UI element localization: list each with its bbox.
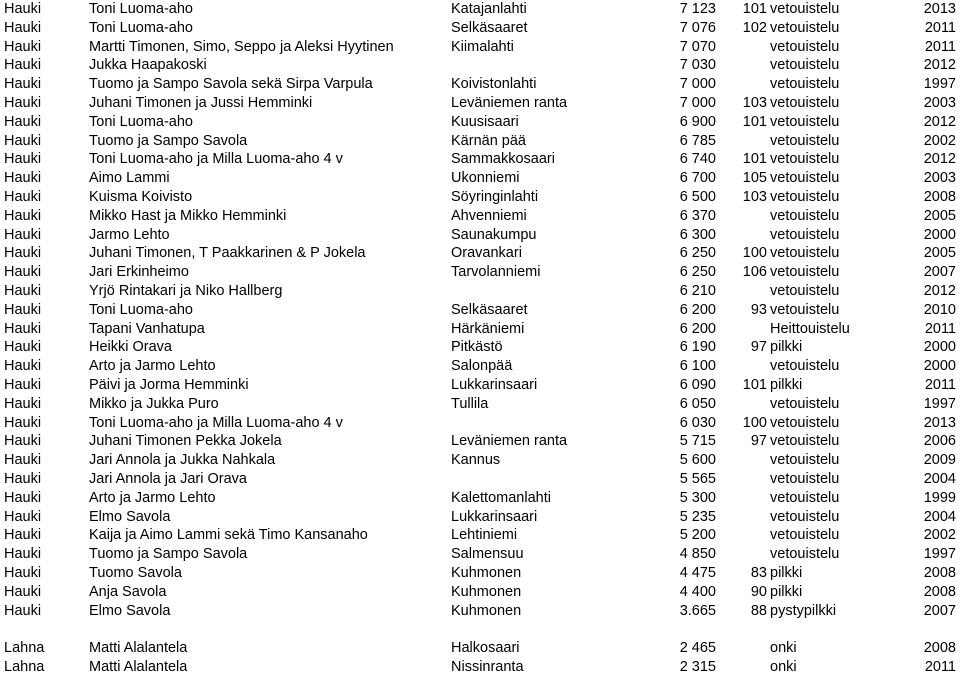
table-row	[0, 56, 960, 75]
table-row	[0, 620, 960, 639]
length-cell: 101	[742, 113, 767, 130]
table-row	[0, 188, 960, 207]
place-cell: Kannus	[451, 452, 501, 469]
method-cell: vetouistelu	[770, 1, 840, 17]
year-cell: 2008	[923, 188, 956, 205]
year-cell: 2011	[924, 38, 956, 55]
species-cell: Hauki	[4, 395, 42, 412]
length-cell: 101	[742, 1, 767, 17]
table-row	[0, 0, 960, 19]
year-cell: 2008	[923, 564, 956, 581]
species-cell: Hauki	[4, 264, 42, 281]
method-cell: pilkki	[770, 339, 803, 356]
table-row	[0, 414, 960, 433]
place-cell: Kuhmonen	[451, 583, 522, 600]
table-row	[0, 545, 960, 564]
species-cell: Hauki	[4, 76, 42, 93]
species-cell: Lahna	[4, 658, 45, 675]
species-cell: Hauki	[4, 339, 42, 356]
angler-cell: Martti Timonen, Simo, Seppo ja Aleksi Hyytinen	[89, 38, 394, 55]
angler-cell: Juhani Timonen Pekka Jokela	[89, 433, 282, 450]
place-cell: Lukkarinsaari	[451, 508, 538, 525]
method-cell: pilkki	[770, 583, 803, 600]
method-cell: vetouistelu	[770, 470, 840, 487]
method-cell: pilkki	[770, 564, 803, 581]
species-cell: Hauki	[4, 433, 42, 450]
place-cell: Leväniemen ranta	[451, 94, 568, 111]
table-row	[0, 244, 960, 263]
length-cell: 97	[750, 339, 767, 356]
angler-cell: Toni Luoma-aho	[89, 113, 193, 130]
place-cell: Selkäsaaret	[451, 19, 528, 36]
method-cell: vetouistelu	[770, 527, 840, 544]
table-row	[0, 150, 960, 169]
species-cell: Hauki	[4, 320, 42, 337]
angler-cell: Jari Annola ja Jari Orava	[89, 470, 247, 487]
table-row	[0, 564, 960, 583]
place-cell: Lehtiniemi	[451, 527, 518, 544]
weight-cell: 5 600	[679, 452, 716, 469]
year-cell: 2000	[923, 339, 956, 356]
method-cell: vetouistelu	[770, 38, 840, 55]
table-row	[0, 470, 960, 489]
method-cell: vetouistelu	[770, 264, 840, 281]
year-cell: 2012	[923, 151, 956, 168]
angler-cell: Yrjö Rintakari ja Niko Hallberg	[89, 282, 283, 299]
angler-cell: Päivi ja Jorma Hemminki	[89, 376, 249, 393]
table-row	[0, 489, 960, 508]
angler-cell: Jari Erkinheimo	[89, 264, 189, 281]
weight-cell: 5 715	[679, 433, 716, 450]
weight-cell: 6 030	[679, 414, 716, 431]
year-cell: 2012	[923, 113, 956, 130]
year-cell: 2013	[923, 414, 956, 431]
angler-cell: Elmo Savola	[89, 508, 171, 525]
angler-cell: Tuomo ja Sampo Savola	[89, 132, 248, 149]
table-row	[0, 94, 960, 113]
length-cell: 101	[742, 376, 767, 393]
place-cell: Kuhmonen	[451, 564, 522, 581]
species-cell: Hauki	[4, 1, 42, 17]
place-cell: Kärnän pää	[451, 132, 526, 149]
weight-cell: 7 030	[679, 57, 716, 74]
length-cell: 90	[750, 583, 767, 600]
table-row	[0, 338, 960, 357]
weight-cell: 6 200	[679, 301, 716, 318]
length-cell: 100	[742, 245, 767, 262]
species-cell: Hauki	[4, 546, 42, 563]
weight-cell: 7 070	[679, 38, 716, 55]
year-cell: 2004	[923, 470, 956, 487]
year-cell: 1997	[923, 76, 956, 93]
weight-cell: 2 315	[679, 658, 716, 675]
method-cell: onki	[770, 640, 797, 657]
table-row	[0, 357, 960, 376]
place-cell: Saunakumpu	[451, 226, 537, 243]
table-row	[0, 320, 960, 339]
place-cell: Kalettomanlahti	[451, 489, 551, 506]
place-cell: Ukonniemi	[451, 170, 520, 187]
species-cell: Hauki	[4, 57, 42, 74]
angler-cell: Heikki Orava	[89, 339, 172, 356]
species-cell: Hauki	[4, 414, 42, 431]
species-cell: Hauki	[4, 376, 42, 393]
species-cell: Hauki	[4, 170, 42, 187]
method-cell: vetouistelu	[770, 433, 840, 450]
length-cell: 83	[750, 564, 767, 581]
length-cell: 102	[742, 19, 767, 36]
species-cell: Hauki	[4, 282, 42, 299]
length-cell: 97	[750, 433, 767, 450]
table-row	[0, 432, 960, 451]
year-cell: 2012	[923, 282, 956, 299]
length-cell: 88	[750, 602, 767, 619]
weight-cell: 6 100	[679, 358, 716, 375]
species-cell: Hauki	[4, 226, 42, 243]
weight-cell: 5 200	[679, 527, 716, 544]
species-cell: Hauki	[4, 188, 42, 205]
method-cell: vetouistelu	[770, 19, 840, 36]
method-cell: vetouistelu	[770, 452, 840, 469]
method-cell: vetouistelu	[770, 94, 840, 111]
year-cell: 2000	[923, 358, 956, 375]
place-cell: Leväniemen ranta	[451, 433, 568, 450]
table-row	[0, 263, 960, 282]
angler-cell: Anja Savola	[89, 583, 167, 600]
place-cell: Ahvenniemi	[451, 207, 527, 224]
year-cell: 1997	[923, 546, 956, 563]
table-row	[0, 226, 960, 245]
method-cell: vetouistelu	[770, 170, 840, 187]
method-cell: vetouistelu	[770, 245, 840, 262]
species-cell: Hauki	[4, 489, 42, 506]
angler-cell: Kuisma Koivisto	[89, 188, 193, 205]
table-row	[0, 376, 960, 395]
species-cell: Hauki	[4, 564, 42, 581]
method-cell: vetouistelu	[770, 508, 840, 525]
method-cell: vetouistelu	[770, 188, 840, 205]
weight-cell: 7 000	[679, 76, 716, 93]
method-cell: Heittouistelu	[770, 320, 850, 337]
method-cell: onki	[770, 658, 797, 675]
place-cell: Kiimalahti	[451, 38, 514, 55]
place-cell: Kuhmonen	[451, 602, 522, 619]
species-cell: Hauki	[4, 113, 42, 130]
angler-cell: Tapani Vanhatupa	[89, 320, 205, 337]
angler-cell: Jari Annola ja Jukka Nahkala	[89, 452, 276, 469]
species-cell: Hauki	[4, 38, 42, 55]
length-cell: 100	[742, 414, 767, 431]
year-cell: 2007	[923, 602, 956, 619]
table-row	[0, 602, 960, 621]
species-cell: Hauki	[4, 470, 42, 487]
angler-cell: Aimo Lammi	[89, 170, 170, 187]
table-row	[0, 451, 960, 470]
length-cell: 101	[742, 151, 767, 168]
angler-cell: Tuomo ja Sampo Savola	[89, 546, 248, 563]
table-row	[0, 395, 960, 414]
year-cell: 1997	[923, 395, 956, 412]
place-cell: Oravankari	[451, 245, 522, 262]
angler-cell: Matti Alalantela	[89, 658, 188, 675]
table-row	[0, 639, 960, 658]
place-cell: Kuusisaari	[451, 113, 519, 130]
method-cell: vetouistelu	[770, 57, 840, 74]
weight-cell: 7 076	[679, 19, 716, 36]
species-cell: Hauki	[4, 508, 42, 525]
angler-cell: Jarmo Lehto	[89, 226, 170, 243]
year-cell: 2003	[923, 94, 956, 111]
year-cell: 2007	[923, 264, 956, 281]
place-cell: Halkosaari	[451, 640, 520, 657]
weight-cell: 6 370	[679, 207, 716, 224]
table-row	[0, 282, 960, 301]
year-cell: 2002	[923, 132, 956, 149]
species-cell: Hauki	[4, 527, 42, 544]
weight-cell: 3.665	[679, 602, 716, 619]
place-cell: Lukkarinsaari	[451, 376, 538, 393]
species-cell: Hauki	[4, 19, 42, 36]
year-cell: 2011	[924, 320, 956, 337]
weight-cell: 6 740	[679, 151, 716, 168]
weight-cell: 6 250	[679, 245, 716, 262]
angler-cell: Arto ja Jarmo Lehto	[89, 489, 216, 506]
year-cell: 2006	[923, 433, 956, 450]
angler-cell: Mikko ja Jukka Puro	[89, 395, 219, 412]
weight-cell: 6 190	[679, 339, 716, 356]
angler-cell: Toni Luoma-aho	[89, 301, 193, 318]
weight-cell: 6 700	[679, 170, 716, 187]
place-cell: Härkäniemi	[451, 320, 525, 337]
species-cell: Hauki	[4, 94, 42, 111]
table-row	[0, 19, 960, 38]
species-cell: Hauki	[4, 583, 42, 600]
angler-cell: Toni Luoma-aho ja Milla Luoma-aho 4 v	[89, 151, 343, 168]
weight-cell: 4 850	[679, 546, 716, 563]
year-cell: 2008	[923, 640, 956, 657]
weight-cell: 6 090	[679, 376, 716, 393]
angler-cell: Arto ja Jarmo Lehto	[89, 358, 216, 375]
species-cell: Hauki	[4, 358, 42, 375]
weight-cell: 2 465	[679, 640, 716, 657]
weight-cell: 5 565	[679, 470, 716, 487]
table-row	[0, 526, 960, 545]
weight-cell: 6 210	[679, 282, 716, 299]
method-cell: vetouistelu	[770, 301, 840, 318]
place-cell: Selkäsaaret	[451, 301, 528, 318]
weight-cell: 6 900	[679, 113, 716, 130]
length-cell: 103	[742, 94, 767, 111]
angler-cell: Toni Luoma-aho	[89, 1, 193, 17]
place-cell: Koivistonlahti	[451, 76, 537, 93]
length-cell: 106	[742, 264, 767, 281]
year-cell: 2010	[923, 301, 956, 318]
table-row	[0, 75, 960, 94]
year-cell: 2002	[923, 527, 956, 544]
angler-cell: Elmo Savola	[89, 602, 171, 619]
weight-cell: 6 200	[679, 320, 716, 337]
method-cell: vetouistelu	[770, 76, 840, 93]
table-row	[0, 583, 960, 602]
table-row	[0, 301, 960, 320]
angler-cell: Juhani Timonen ja Jussi Hemminki	[89, 94, 313, 111]
year-cell: 2009	[923, 452, 956, 469]
weight-cell: 4 400	[679, 583, 716, 600]
method-cell: pystypilkki	[770, 602, 837, 619]
table-row	[0, 508, 960, 527]
method-cell: vetouistelu	[770, 414, 840, 431]
table-row	[0, 169, 960, 188]
angler-cell: Tuomo ja Sampo Savola sekä Sirpa Varpula	[89, 76, 373, 93]
weight-cell: 6 250	[679, 264, 716, 281]
angler-cell: Jukka Haapakoski	[89, 57, 207, 74]
method-cell: vetouistelu	[770, 546, 840, 563]
year-cell: 2013	[923, 1, 956, 17]
method-cell: vetouistelu	[770, 132, 840, 149]
year-cell: 2005	[923, 207, 956, 224]
length-cell: 103	[742, 188, 767, 205]
place-cell: Söyringinlahti	[451, 188, 539, 205]
table-row	[0, 132, 960, 151]
year-cell: 2003	[923, 170, 956, 187]
weight-cell: 6 500	[679, 188, 716, 205]
angler-cell: Tuomo Savola	[89, 564, 182, 581]
species-cell: Hauki	[4, 602, 42, 619]
angler-cell: Toni Luoma-aho	[89, 19, 193, 36]
angler-cell: Juhani Timonen, T Paakkarinen & P Jokela	[89, 245, 366, 262]
angler-cell: Mikko Hast ja Mikko Hemminki	[89, 207, 287, 224]
weight-cell: 6 050	[679, 395, 716, 412]
angler-cell: Kaija ja Aimo Lammi sekä Timo Kansanaho	[89, 527, 368, 544]
method-cell: pilkki	[770, 376, 803, 393]
weight-cell: 5 300	[679, 489, 716, 506]
year-cell: 2011	[924, 658, 956, 675]
angler-cell: Toni Luoma-aho ja Milla Luoma-aho 4 v	[89, 414, 343, 431]
method-cell: vetouistelu	[770, 282, 840, 299]
weight-cell: 7 000	[679, 94, 716, 111]
species-cell: Hauki	[4, 132, 42, 149]
year-cell: 2005	[923, 245, 956, 262]
weight-cell: 4 475	[679, 564, 716, 581]
place-cell: Nissinranta	[451, 658, 524, 675]
year-cell: 2012	[923, 57, 956, 74]
table-row	[0, 207, 960, 226]
method-cell: vetouistelu	[770, 395, 840, 412]
species-cell: Hauki	[4, 452, 42, 469]
species-cell: Hauki	[4, 151, 42, 168]
place-cell: Tarvolanniemi	[451, 264, 541, 281]
year-cell: 1999	[923, 489, 956, 506]
place-cell: Tullila	[451, 395, 489, 412]
place-cell: Salonpää	[451, 358, 513, 375]
year-cell: 2000	[923, 226, 956, 243]
table-row	[0, 113, 960, 132]
table-row	[0, 658, 960, 677]
weight-cell: 7 123	[679, 1, 716, 17]
place-cell: Pitkästö	[451, 339, 503, 356]
year-cell: 2011	[924, 19, 956, 36]
place-cell: Katajanlahti	[451, 1, 527, 17]
species-cell: Hauki	[4, 245, 42, 262]
method-cell: vetouistelu	[770, 226, 840, 243]
method-cell: vetouistelu	[770, 113, 840, 130]
species-cell: Lahna	[4, 640, 45, 657]
weight-cell: 5 235	[679, 508, 716, 525]
place-cell: Sammakkosaari	[451, 151, 555, 168]
length-cell: 105	[742, 170, 767, 187]
year-cell: 2004	[923, 508, 956, 525]
weight-cell: 6 300	[679, 226, 716, 243]
method-cell: vetouistelu	[770, 151, 840, 168]
place-cell: Salmensuu	[451, 546, 524, 563]
weight-cell: 6 785	[679, 132, 716, 149]
year-cell: 2008	[923, 583, 956, 600]
table-row	[0, 38, 960, 57]
species-cell: Hauki	[4, 301, 42, 318]
angler-cell: Matti Alalantela	[89, 640, 188, 657]
species-cell: Hauki	[4, 207, 42, 224]
method-cell: vetouistelu	[770, 358, 840, 375]
method-cell: vetouistelu	[770, 489, 840, 506]
year-cell: 2011	[924, 376, 956, 393]
length-cell: 93	[750, 301, 767, 318]
method-cell: vetouistelu	[770, 207, 840, 224]
